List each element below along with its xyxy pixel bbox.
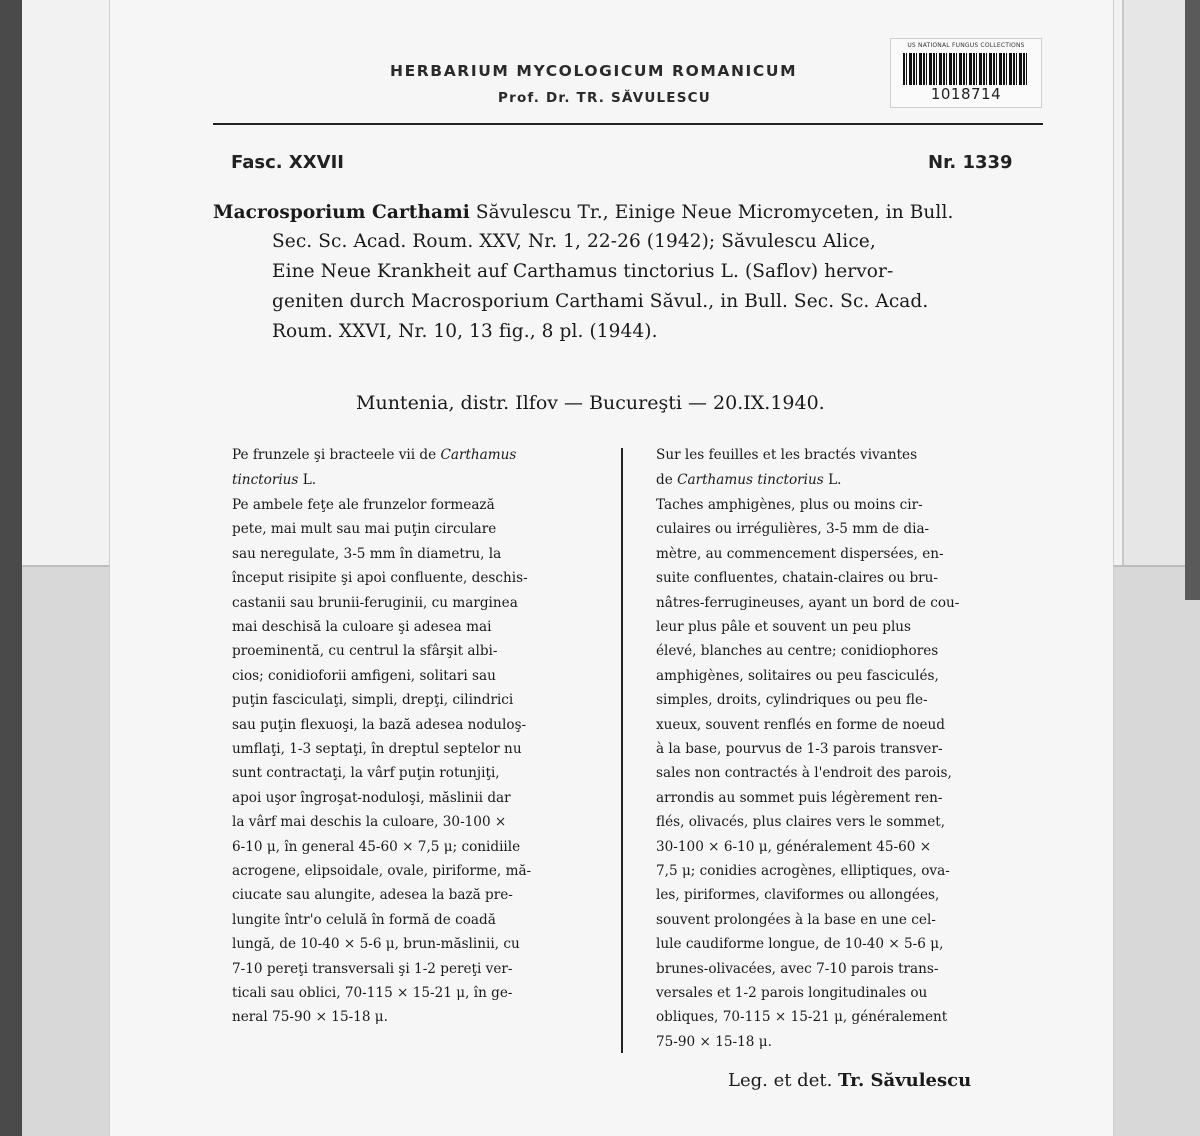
collector-prefix: Leg. et det. bbox=[728, 1070, 833, 1091]
left-host-suffix: L. bbox=[298, 472, 317, 488]
right-description-line: 75-90 × 15-18 μ. bbox=[656, 1033, 772, 1050]
frame-right-edge bbox=[1185, 0, 1200, 600]
right-description-line: nâtres-ferrugineuses, ayant un bord de cou- bbox=[656, 594, 960, 611]
right-description-line: mètre, au commencement dispersées, en- bbox=[656, 545, 944, 562]
fascicle-number: Fasc. XXVII bbox=[231, 152, 344, 173]
left-host-species: tinctorius bbox=[232, 472, 299, 488]
left-description-line: sau puţin flexuoşi, la bază adesea noduloş- bbox=[232, 716, 527, 733]
reference-text: Săvulescu Tr., Einige Neue Micromyceten, in Bull. bbox=[469, 202, 954, 223]
right-host-line: Sur les feuilles et les bractés vivantes bbox=[656, 447, 918, 463]
barcode-number: 1018714 bbox=[930, 85, 1002, 103]
right-description-line: obliques, 70-115 × 15-21 μ, généralement bbox=[656, 1009, 948, 1026]
right-description-line: 7,5 μ; conidies acrogènes, elliptiques, ova- bbox=[656, 863, 950, 879]
reference-line bbox=[213, 202, 953, 223]
left-description-line: lungă, de 10-40 × 5-6 μ, brun-măslinii, cu bbox=[232, 936, 520, 953]
right-description-line: souvent prolongées à la base en une cel- bbox=[656, 911, 936, 928]
left-description-line: apoi uşor îngroşat-noduloşi, măslinii dar bbox=[232, 789, 511, 806]
left-description-line: ticali sau oblici, 70-115 × 15-21 μ, în ge- bbox=[232, 985, 513, 1001]
right-description-line: 30-100 × 6-10 μ, généralement 45-60 × bbox=[656, 838, 932, 855]
right-host-species: tinctorius bbox=[757, 472, 824, 488]
left-description-line: 6-10 μ, în general 45-60 × 7,5 μ; conidiile bbox=[232, 838, 521, 855]
frame-left-edge bbox=[0, 0, 22, 1136]
right-description-line: lule caudiforme longue, de 10-40 × 5-6 μ, bbox=[656, 936, 944, 953]
right-description-line: simples, droits, cylindriques ou peu fle- bbox=[656, 692, 928, 709]
collector-line bbox=[728, 1070, 971, 1091]
left-description-line: Pe ambele feţe ale frunzelor formează bbox=[232, 497, 495, 513]
right-description-line: xueux, souvent renflés en forme de noeud bbox=[656, 716, 946, 733]
right-description-line: brunes-olivacées, avec 7-10 parois trans- bbox=[656, 960, 939, 977]
left-description-line: început risipite şi apoi confluente, deschis- bbox=[232, 570, 528, 587]
right-description-line: versales et 1-2 parois longitudinales ou bbox=[656, 985, 928, 1001]
right-description-line: Taches amphigènes, plus ou moins cir- bbox=[656, 497, 923, 513]
herbarium-director: Prof. Dr. TR. SĂVULESCU bbox=[498, 90, 711, 106]
right-host-suffix: L. bbox=[823, 472, 842, 488]
right-description-line: flés, olivacés, plus claires vers le sommet, bbox=[656, 814, 946, 831]
left-description-line: neral 75-90 × 15-18 μ. bbox=[232, 1009, 388, 1026]
barcode-institution: US NATIONAL FUNGUS COLLECTIONS bbox=[907, 42, 1025, 49]
left-description-line: mai deschisă la culoare şi adesea mai bbox=[232, 619, 492, 635]
left-description-line: cios; conidioforii amfigeni, solitari sau bbox=[232, 667, 496, 684]
left-description-line: puţin fasciculaţi, simpli, drepţi, cilindrici bbox=[232, 692, 514, 709]
barcode-bars bbox=[903, 53, 1029, 85]
right-description-line: leur plus pâle et souvent un peu plus bbox=[656, 619, 912, 635]
left-description-line: sunt contractaţi, la vârf puţin rotunjiţi, bbox=[232, 765, 500, 782]
right-description-line: suite confluentes, chatain-claires ou bru- bbox=[656, 570, 939, 587]
left-host-line bbox=[232, 447, 516, 463]
right-host-genus: Carthamus bbox=[677, 472, 754, 488]
right-description-line: les, piriformes, claviformes ou allongées, bbox=[656, 887, 940, 904]
reference-line: geniten durch Macrosporium Carthami Săvul., in Bull. Sec. Sc. Acad. bbox=[272, 291, 929, 312]
left-description-line: sau neregulate, 3-5 mm în diametru, la bbox=[232, 545, 502, 562]
left-description-line: lungite într'o celulă în formă de coadă bbox=[232, 911, 496, 928]
header-rule bbox=[213, 123, 1043, 125]
left-description-line: umflaţi, 1-3 septaţi, în dreptul septelor nu bbox=[232, 741, 522, 757]
right-description-line: culaires ou irrégulières, 3-5 mm de dia- bbox=[656, 521, 930, 538]
reference-line: Sec. Sc. Acad. Roum. XXV, Nr. 1, 22-26 (1942); Săvulescu Alice, bbox=[272, 231, 876, 252]
left-host-genus: Carthamus bbox=[440, 447, 517, 463]
right-description-line: à la base, pourvus de 1-3 parois transver- bbox=[656, 741, 943, 757]
left-description-line: la vârf mai deschis la culoare, 30-100 × bbox=[232, 814, 507, 831]
left-description-line: proeminentă, cu centrul la sfârşit albi- bbox=[232, 643, 498, 660]
exsiccata-number: Nr. 1339 bbox=[928, 152, 1013, 173]
left-description-line: pete, mai mult sau mai puţin circulare bbox=[232, 521, 497, 538]
taxon-name: Macrosporium Carthami bbox=[213, 202, 470, 223]
right-host-line bbox=[656, 472, 841, 488]
reference-line: Roum. XXVI, Nr. 10, 13 fig., 8 pl. (1944). bbox=[272, 321, 658, 342]
right-description-line: élevé, blanches au centre; conidiophores bbox=[656, 643, 939, 660]
collector-name: Tr. Săvulescu bbox=[838, 1070, 972, 1091]
right-description-line: arrondis au sommet puis légèrement ren- bbox=[656, 789, 943, 806]
right-description-line: amphigènes, solitaires ou peu fasciculés, bbox=[656, 667, 939, 684]
column-divider bbox=[621, 448, 623, 1053]
reference-line: Eine Neue Krankheit auf Carthamus tinctorius L. (Saflov) hervor- bbox=[272, 261, 894, 282]
left-description-line: 7-10 pereţi transversali şi 1-2 pereţi ver- bbox=[232, 960, 513, 977]
right-host-prefix: de bbox=[656, 472, 678, 488]
collection-locality: Muntenia, distr. Ilfov — Bucureşti — 20.IX.1940. bbox=[356, 392, 825, 414]
left-host-prefix: Pe frunzele şi bracteele vii de bbox=[232, 447, 441, 463]
herbarium-title: HERBARIUM MYCOLOGICUM ROMANICUM bbox=[390, 62, 798, 80]
barcode-label bbox=[890, 38, 1042, 108]
left-host-line bbox=[232, 472, 316, 488]
right-description-line: sales non contractés à l'endroit des parois, bbox=[656, 765, 952, 782]
left-description-line: acrogene, elipsoidale, ovale, piriforme, mă- bbox=[232, 863, 532, 879]
left-description-line: ciucate sau alungite, adesea la bază pre- bbox=[232, 887, 513, 904]
left-description-line: castanii sau brunii-feruginii, cu marginea bbox=[232, 594, 518, 611]
